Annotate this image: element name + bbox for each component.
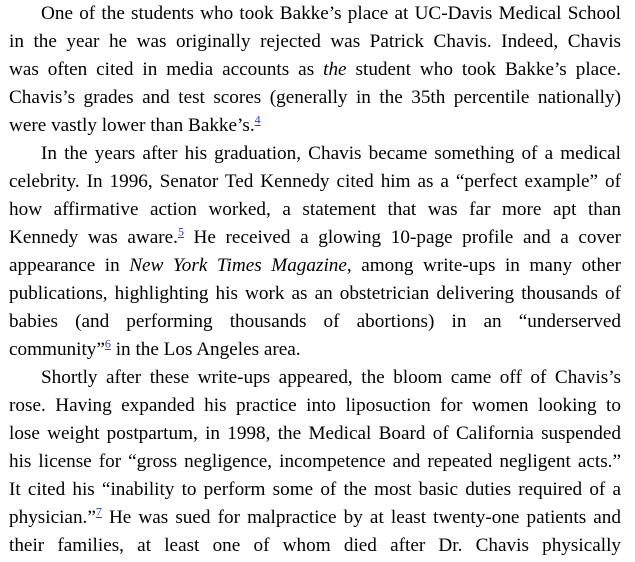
text-line: It cited his “inability to perform some of the most basic duties required of a (9, 479, 621, 500)
text-span: student who took Bakke’s place. (346, 59, 621, 80)
text-span: physician.” (9, 507, 96, 528)
text-line: In the years after his graduation, Chavis became something of a medical (41, 143, 621, 164)
text-line (9, 112, 621, 140)
footnote-link-6[interactable]: 6 (104, 336, 111, 351)
text-line: their families, at least one of whom died after Dr. Chavis physically (9, 535, 621, 556)
footnote-link-7[interactable]: 7 (95, 504, 102, 519)
text-line (9, 224, 621, 252)
text-line: babies (and performing thousands of abortions) in an “underserved (9, 311, 621, 332)
text-line (9, 56, 621, 84)
emphasis-text: the (323, 59, 347, 80)
text-span: Kennedy was aware. (9, 227, 178, 248)
text-span: appearance in (9, 255, 130, 276)
text-line: how affirmative action worked, a statement that was far more apt than (9, 199, 621, 220)
text-line: his license for “gross negligence, incompetence and repeated negligent acts.” (9, 451, 621, 472)
text-line: in the year he was originally rejected was Patrick Chavis. Indeed, Chavis (9, 31, 621, 52)
text-span: was often cited in media accounts as (9, 59, 324, 80)
text-line (9, 504, 621, 532)
text-span: community” (9, 339, 105, 360)
text-line: rose. Having expanded his practice into liposuction for women looking to (9, 395, 621, 416)
footnote-link-4[interactable]: 4 (254, 112, 261, 127)
text-line: Chavis’s grades and test scores (generally in the 35th percentile nationally) (9, 87, 621, 108)
text-line: celebrity. In 1996, Senator Ted Kennedy cited him as a “perfect example” of (9, 171, 621, 192)
text-span: in the Los Angeles area. (110, 339, 301, 360)
text-line: publications, highlighting his work as an obstetrician delivering thousands of (9, 283, 621, 304)
text-line (9, 336, 621, 364)
text-span: He received a glowing 10-page profile and a cover (183, 227, 622, 248)
text-span: were vastly lower than Bakke’s. (9, 115, 255, 136)
text-line: lose weight postpartum, in 1998, the Medical Board of California suspended (9, 423, 621, 444)
text-line (9, 252, 621, 280)
footnote-link-5[interactable]: 5 (177, 224, 184, 239)
text-line: One of the students who took Bakke’s place at UC-Davis Medical School (41, 3, 621, 24)
text-span: , among write-ups in many other (346, 255, 621, 276)
text-span: He was sued for malpractice by at least twenty-one patients and (101, 507, 621, 528)
text-line: Shortly after these write-ups appeared, the bloom came off of Chavis’s (41, 367, 621, 388)
emphasis-text: New York Times Magazine (129, 255, 347, 276)
